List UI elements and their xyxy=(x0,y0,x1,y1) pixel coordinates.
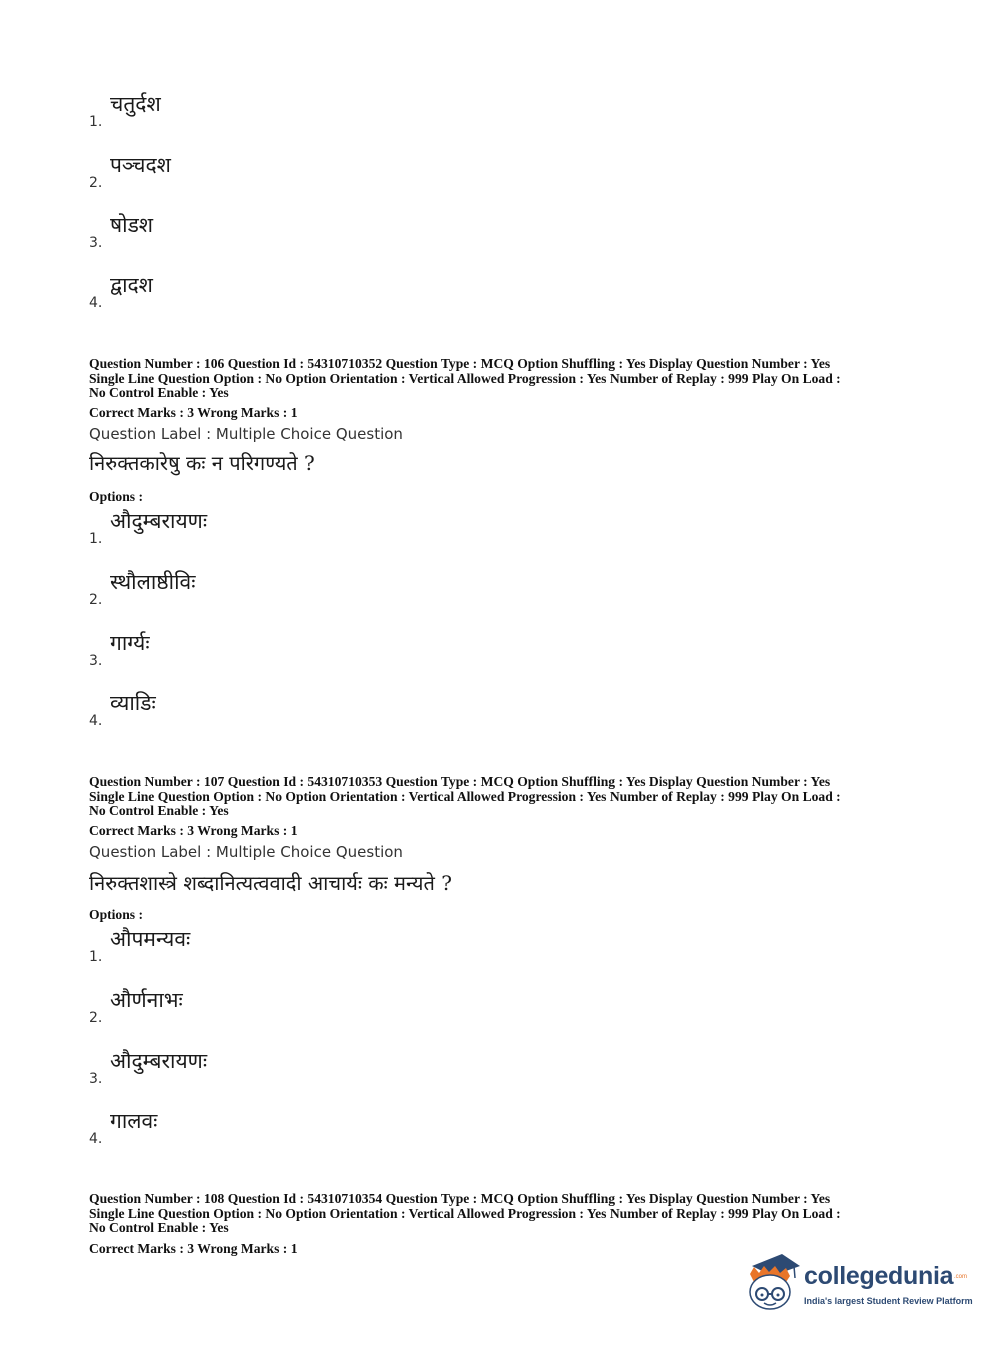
logo-dotcom: .com xyxy=(954,1274,968,1280)
collegedunia-logo xyxy=(742,1252,972,1322)
option-number: 3. xyxy=(89,1071,103,1087)
option-text: स्थौलाष्ठीविः xyxy=(110,570,196,594)
meta-line: Question Number : 106 Question Id : 54310710352 Question Type : MCQ Option Shuffling : Yes Display Question Number : Yes xyxy=(89,356,831,371)
meta-line: Question Number : 107 Question Id : 54310710353 Question Type : MCQ Option Shuffling : Yes Display Question Number : Yes xyxy=(89,774,831,789)
option-number: 1. xyxy=(89,114,103,130)
meta-line: Single Line Question Option : No Option Orientation : Vertical Allowed Progression : Yes Number of Replay : 999 Play On Load : xyxy=(89,370,841,386)
option-text: औपमन्यवः xyxy=(110,927,191,951)
prev-option-4 xyxy=(89,271,489,311)
option-number: 2. xyxy=(89,175,103,191)
option-text: और्णनाभः xyxy=(110,988,183,1012)
option-text: औदुम्बरायणः xyxy=(110,1049,208,1073)
question-108-marks: Correct Marks : 3 Wrong Marks : 1 xyxy=(89,1241,298,1256)
question-106-label: Question Label : Multiple Choice Question xyxy=(89,425,403,443)
option-number: 4. xyxy=(89,713,103,729)
option-text: चतुर्दश xyxy=(110,92,161,116)
option-text: गार्ग्यः xyxy=(110,631,150,655)
option-text: द्वादश xyxy=(110,273,153,297)
question-107-options-label: Options : xyxy=(89,907,144,922)
option-text: व्याडिः xyxy=(110,691,156,715)
logo-brand-text: collegedunia xyxy=(804,1262,954,1290)
meta-line: No Control Enable : Yes xyxy=(89,1220,229,1236)
q107-option-1 xyxy=(89,925,489,965)
option-number: 4. xyxy=(89,295,103,311)
option-number: 3. xyxy=(89,653,103,669)
option-text: गालवः xyxy=(110,1109,158,1133)
q106-option-4 xyxy=(89,689,489,729)
prev-option-3 xyxy=(89,211,489,251)
question-107-label: Question Label : Multiple Choice Question xyxy=(89,843,403,861)
meta-line: Single Line Question Option : No Option Orientation : Vertical Allowed Progression : Yes Number of Replay : 999 Play On Load : xyxy=(89,1205,841,1221)
q106-option-2 xyxy=(89,568,489,608)
meta-line: Single Line Question Option : No Option Orientation : Vertical Allowed Progression : Yes Number of Replay : 999 Play On Load : xyxy=(89,788,841,804)
q107-option-3 xyxy=(89,1047,489,1087)
option-number: 2. xyxy=(89,592,103,608)
question-106-options-label: Options : xyxy=(89,489,144,504)
meta-line: Question Number : 108 Question Id : 54310710354 Question Type : MCQ Option Shuffling : Yes Display Question Number : Yes xyxy=(89,1191,831,1206)
option-number: 1. xyxy=(89,949,103,965)
meta-line: No Control Enable : Yes xyxy=(89,385,229,401)
meta-line: No Control Enable : Yes xyxy=(89,803,229,819)
option-number: 1. xyxy=(89,531,103,547)
q107-option-2 xyxy=(89,986,489,1026)
question-107-meta xyxy=(89,775,909,819)
question-107-text: निरुक्तशास्त्रे शब्दानित्यत्ववादी आचार्यः कः मन्यते ? xyxy=(89,871,452,895)
q107-option-4 xyxy=(89,1107,489,1147)
option-text: पञ्चदश xyxy=(110,153,171,177)
q106-option-1 xyxy=(89,507,489,547)
prev-option-1 xyxy=(89,90,489,130)
question-106-marks: Correct Marks : 3 Wrong Marks : 1 xyxy=(89,405,298,420)
option-text: औदुम्बरायणः xyxy=(110,509,208,533)
question-108-meta xyxy=(89,1192,909,1236)
logo-tagline: India's largest Student Review Platform xyxy=(804,1296,973,1306)
option-text: षोडश xyxy=(110,213,154,237)
mascot-icon xyxy=(742,1252,804,1318)
prev-option-2 xyxy=(89,151,489,191)
question-106-text: निरुक्तकारेषु कः न परिगण्यते ? xyxy=(89,451,315,475)
option-number: 3. xyxy=(89,235,103,251)
option-number: 4. xyxy=(89,1131,103,1147)
question-106-meta xyxy=(89,357,909,401)
q106-option-3 xyxy=(89,629,489,669)
option-number: 2. xyxy=(89,1010,103,1026)
question-107-marks: Correct Marks : 3 Wrong Marks : 1 xyxy=(89,823,298,838)
